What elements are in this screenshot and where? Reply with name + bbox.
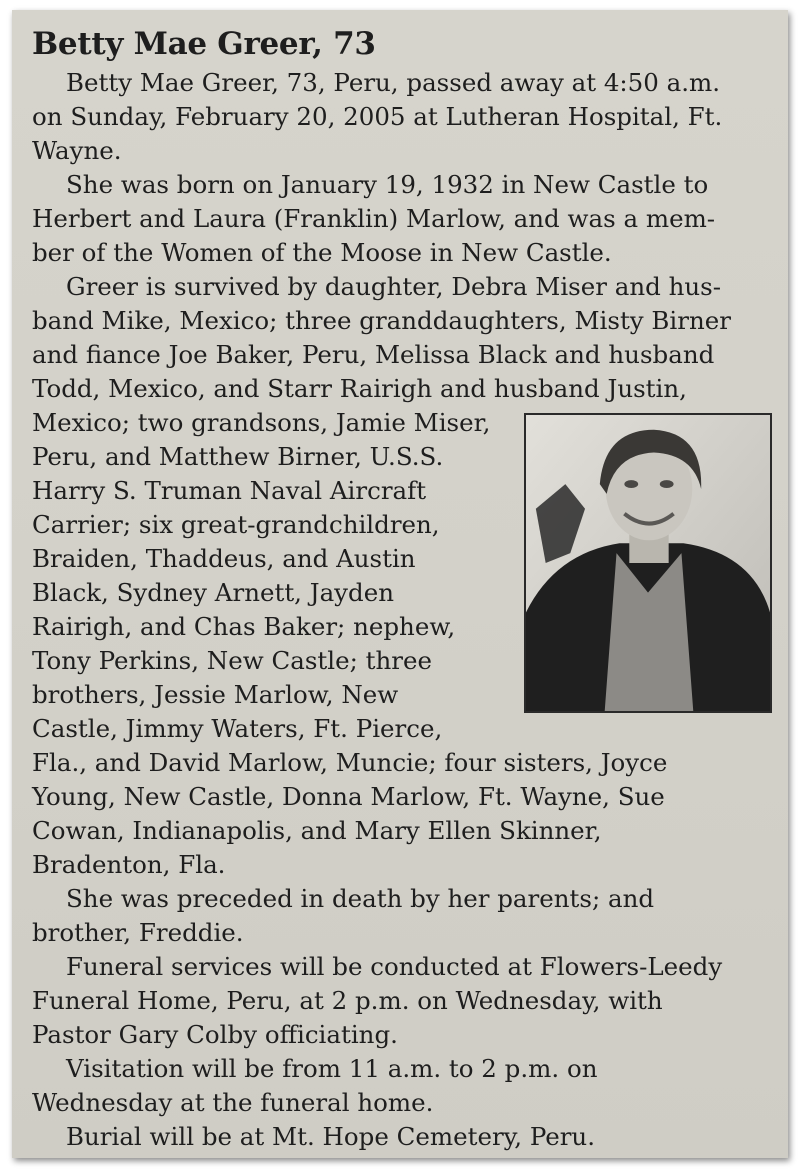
- obituary-line-30: Visitation will be from 11 a.m. to 2 p.m. on: [66, 1054, 598, 1083]
- obituary-line-32: Burial will be at Mt. Hope Cemetery, Peru.: [66, 1122, 595, 1151]
- obituary-line-16: Black, Sydney Arnett, Jayden: [32, 578, 394, 607]
- obituary-line-2: on Sunday, February 20, 2005 at Lutheran Hospital, Ft.: [32, 102, 723, 131]
- obituary-line-6: ber of the Women of the Moose in New Castle.: [32, 238, 612, 267]
- obituary-line-20: Castle, Jimmy Waters, Ft. Pierce,: [32, 714, 443, 743]
- obituary-line-27: Funeral services will be conducted at Flowers-Leedy: [66, 952, 723, 981]
- obituary-line-15: Braiden, Thaddeus, and Austin: [32, 544, 416, 573]
- obituary-line-5: Herbert and Laura (Franklin) Marlow, and was a mem-: [32, 204, 716, 233]
- obituary-line-14: Carrier; six great-grandchildren,: [32, 510, 440, 539]
- portrait-photo: [524, 413, 772, 713]
- portrait-image: [526, 415, 770, 711]
- obituary-line-26: brother, Freddie.: [32, 918, 244, 947]
- obituary-line-13: Harry S. Truman Naval Aircraft: [32, 476, 427, 505]
- obituary-line-7: Greer is survived by daughter, Debra Miser and hus-: [66, 272, 722, 301]
- obituary-line-18: Tony Perkins, New Castle; three: [32, 646, 432, 675]
- obituary-line-19: brothers, Jessie Marlow, New: [32, 680, 399, 709]
- obituary-line-1: Betty Mae Greer, 73, Peru, passed away at 4:50 a.m.: [66, 68, 721, 97]
- obituary-line-4: She was born on January 19, 1932 in New Castle to: [66, 170, 709, 199]
- obituary-line-9: and fiance Joe Baker, Peru, Melissa Black and husband: [32, 340, 715, 369]
- obituary-line-11: Mexico; two grandsons, Jamie Miser,: [32, 408, 491, 437]
- obituary-line-24: Bradenton, Fla.: [32, 850, 226, 879]
- obituary-line-21: Fla., and David Marlow, Muncie; four sisters, Joyce: [32, 748, 668, 777]
- obituary-line-29: Pastor Gary Colby officiating.: [32, 1020, 398, 1049]
- obituary-line-28: Funeral Home, Peru, at 2 p.m. on Wednesday, with: [32, 986, 663, 1015]
- obituary-line-22: Young, New Castle, Donna Marlow, Ft. Wayne, Sue: [32, 782, 665, 811]
- obituary-line-17: Rairigh, and Chas Baker; nephew,: [32, 612, 456, 641]
- obituary-line-31: Wednesday at the funeral home.: [32, 1088, 434, 1117]
- obituary-line-12: Peru, and Matthew Birner, U.S.S.: [32, 442, 444, 471]
- obituary-line-3: Wayne.: [32, 136, 122, 165]
- obituary-line-23: Cowan, Indianapolis, and Mary Ellen Skinner,: [32, 816, 602, 845]
- obituary-title: Betty Mae Greer, 73: [32, 26, 376, 62]
- newspaper-clipping: [12, 10, 788, 1158]
- obituary-line-10: Todd, Mexico, and Starr Rairigh and husband Justin,: [32, 374, 687, 403]
- obituary-line-25: She was preceded in death by her parents; and: [66, 884, 655, 913]
- obituary-line-8: band Mike, Mexico; three granddaughters, Misty Birner: [32, 306, 731, 335]
